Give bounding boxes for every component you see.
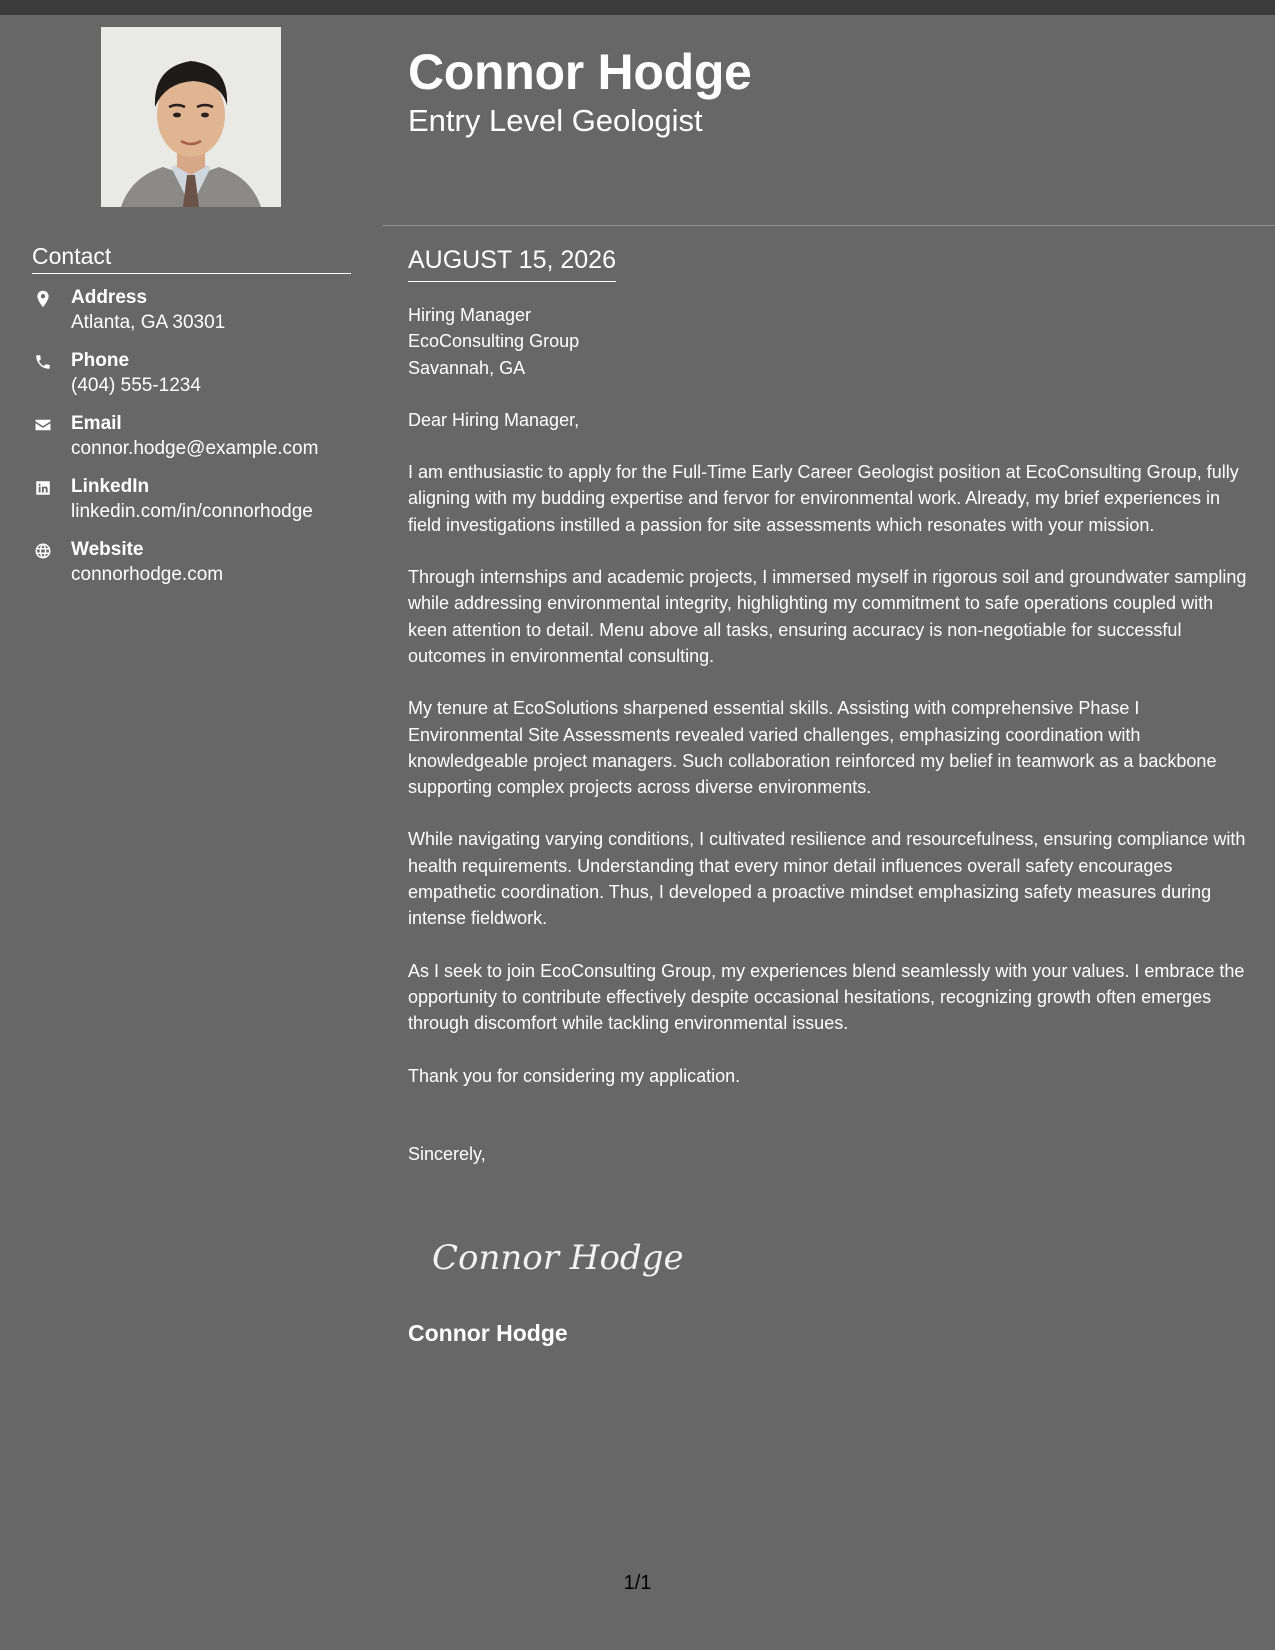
contact-item-email bbox=[32, 412, 362, 475]
recipient-line: Savannah, GA bbox=[408, 357, 526, 378]
recipient-block bbox=[408, 302, 1253, 381]
signature bbox=[428, 1227, 684, 1287]
contact-value: linkedin.com/in/connorhodge bbox=[71, 501, 313, 522]
letter-paragraph: My tenure at EcoSolutions sharpened essential skills. Assisting with comprehensive Phase I Environmental Site Assessments revealed varied challenges, emphasizing coordination with knowledgeable project managers. Such collaboration reinforced my belief in teamwork as a backbone supporting complex projects across diverse environments. bbox=[408, 698, 1217, 798]
avatar bbox=[101, 27, 281, 207]
sidebar bbox=[0, 15, 382, 1650]
contact-item-linkedin bbox=[32, 475, 362, 538]
contact-value: connor.hodge@example.com bbox=[71, 438, 319, 459]
letter-paragraph: While navigating varying conditions, I cultivated resilience and resourcefulness, ensuring compliance with health requirements. Understanding that every minor detail influences overall safety encourages empathetic coordination. Thus, I developed a proactive mindset emphasizing safety measures during intense fieldwork. bbox=[408, 829, 1246, 929]
contact-item-phone bbox=[32, 349, 362, 412]
top-bar bbox=[0, 0, 1275, 15]
contact-value: (404) 555-1234 bbox=[71, 375, 201, 396]
letter-paragraph: Through internships and academic projects, I immersed myself in rigorous soil and groundwater sampling while addressing environmental integrity, highlighting my commitment to safe operations coupled with keen attention to detail. Menu above all tasks, ensuring accuracy is non-negotiable for successful outcomes in environmental consulting. bbox=[408, 567, 1247, 666]
signer-name: Connor Hodge bbox=[408, 1320, 568, 1346]
contact-item-website bbox=[32, 538, 362, 601]
signature-image bbox=[428, 1227, 684, 1287]
map-pin-icon bbox=[34, 290, 52, 308]
contact-label: LinkedIn bbox=[71, 476, 150, 497]
letter-paragraph: Thank you for considering my application. bbox=[408, 1065, 741, 1086]
globe-icon bbox=[34, 542, 52, 560]
page-number: 1/1 bbox=[623, 1572, 652, 1594]
letter-date: AUGUST 15, 2026 bbox=[408, 244, 616, 282]
contact-heading: Contact bbox=[32, 241, 351, 274]
closing: Sincerely, bbox=[408, 1143, 486, 1164]
recipient-line: EcoConsulting Group bbox=[408, 331, 580, 352]
letter-paragraph: As I seek to join EcoConsulting Group, my experiences blend seamlessly with your values. I embrace the opportunity to contribute effectively despite occasional hesitations, recognizing growth often emerges through discomfort while tackling environmental issues. bbox=[408, 960, 1245, 1034]
letter-paragraph: I am enthusiastic to apply for the Full-Time Early Career Geologist position at EcoConsulting Group, fully aligning with my budding expertise and fervor for environmental work. Already, my brief experiences in field investigations instilled a passion for site assessments which resonates with your mission. bbox=[408, 462, 1239, 535]
signature-text: Connor Hodge bbox=[432, 1238, 684, 1278]
contact-value: Atlanta, GA 30301 bbox=[71, 312, 226, 333]
salutation: Dear Hiring Manager, bbox=[408, 409, 580, 430]
contact-label: Address bbox=[71, 287, 148, 308]
phone-icon bbox=[34, 353, 52, 371]
contact-list bbox=[32, 286, 362, 601]
contact-value: connorhodge.com bbox=[71, 564, 224, 585]
candidate-title: Entry Level Geologist bbox=[408, 103, 703, 138]
contact-item-address bbox=[32, 286, 362, 349]
envelope-icon bbox=[34, 416, 52, 434]
letter-body bbox=[408, 302, 1253, 1193]
recipient-line: Hiring Manager bbox=[408, 305, 532, 325]
header-divider bbox=[382, 225, 1275, 226]
contact-label: Website bbox=[71, 539, 144, 560]
contact-label: Email bbox=[71, 413, 122, 434]
candidate-name: Connor Hodge bbox=[408, 44, 752, 100]
contact-label: Phone bbox=[71, 350, 130, 371]
avatar-photo bbox=[101, 27, 281, 207]
linkedin-icon bbox=[34, 479, 52, 497]
